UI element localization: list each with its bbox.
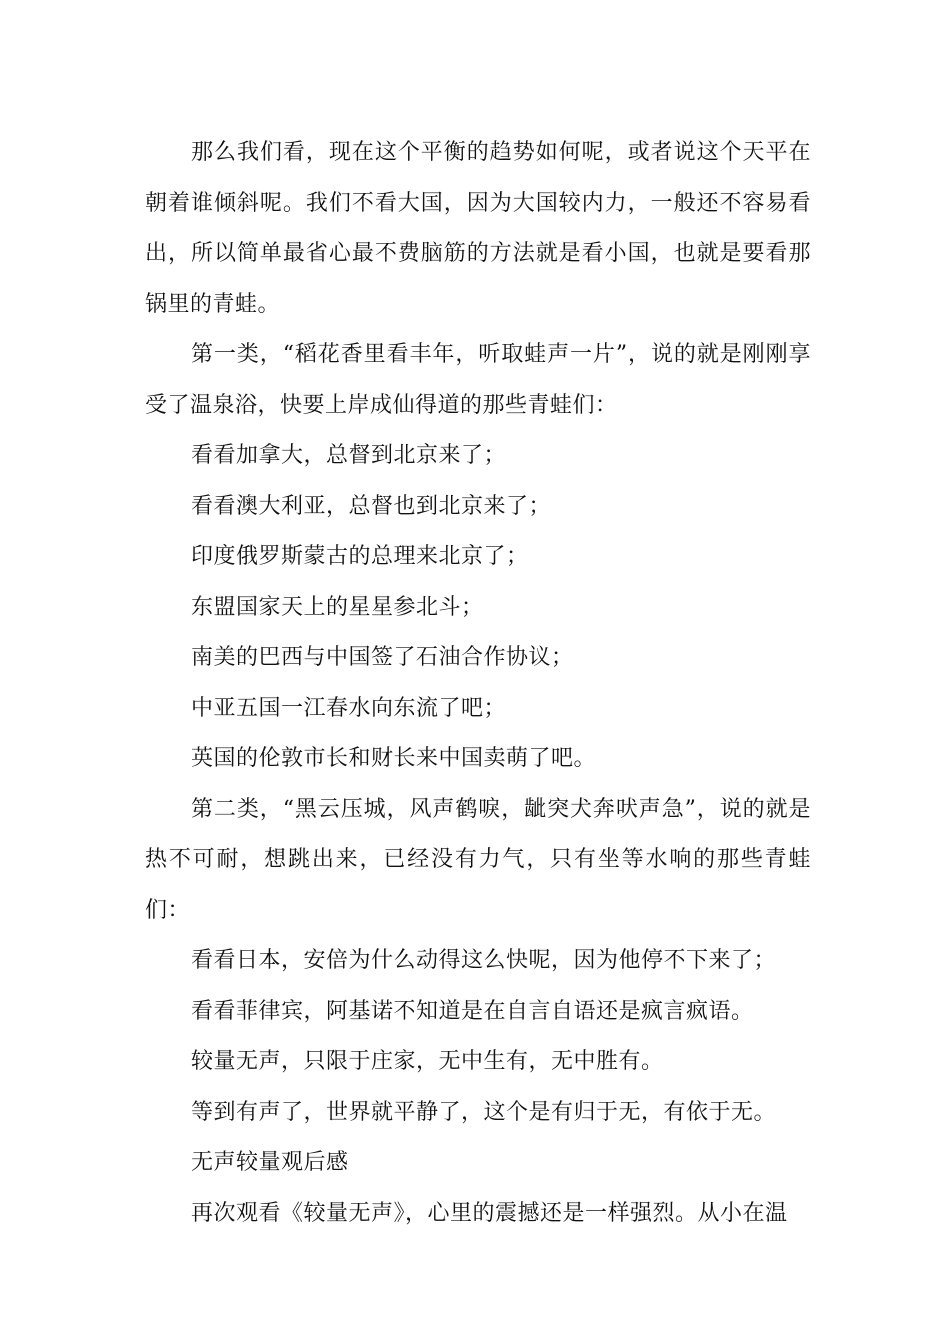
paragraph-8: 中亚五国一江春水向东流了吧； — [191, 695, 507, 721]
paragraph-4: 看看澳大利亚，总督也到北京来了； — [191, 493, 552, 519]
paragraph-11: 看看日本，安倍为什么动得这么快呢，因为他停不下来了； — [191, 948, 777, 973]
paragraph-13: 较量无声，只限于庄家，无中生有，无中胜有。 — [191, 1049, 664, 1074]
paragraph-6: 东盟国家天上的星星参北斗； — [191, 594, 484, 620]
paragraph-16: 再次观看《较量无声》，心里的震撼还是一样强烈。从小在温 — [191, 1200, 788, 1226]
paragraph-9: 英国的伦敦市长和财长来中国卖萌了吧。 — [191, 746, 597, 771]
paragraph-3: 看看加拿大，总督到北京来了； — [191, 443, 507, 468]
paragraph-2: 第一类，“稻花香里看丰年，听取蛙声一片”，说的就是刚刚享受了温泉浴，快要上岸成仙得道的那些青蛙们： — [145, 342, 811, 418]
paragraph-1: 那么我们看，现在这个平衡的趋势如何呢，或者说这个天平在朝着谁倾斜呢。我们不看大国，因为大国较内力，一般还不容易看出，所以简单最省心最不费脑筋的方法就是看小国，也就是要看那锅里的青蛙。 — [145, 140, 811, 317]
paragraph-7: 南美的巴西与中国签了石油合作协议； — [191, 645, 574, 670]
section-heading: 无声较量观后感 — [191, 1150, 349, 1175]
document-body — [145, 128, 811, 1239]
paragraph-10: 第二类，“黑云压城，风声鹤唳，龇突犬奔吠声急”，说的就是热不可耐，想跳出来，已经没有力气，只有坐等水响的那些青蛙们： — [145, 796, 811, 923]
paragraph-14: 等到有声了，世界就平静了，这个是有归于无，有依于无。 — [191, 1099, 777, 1125]
paragraph-5: 印度俄罗斯蒙古的总理来北京了； — [191, 544, 529, 569]
paragraph-12: 看看菲律宾，阿基诺不知道是在自言自语还是疯言疯语。 — [191, 998, 754, 1024]
